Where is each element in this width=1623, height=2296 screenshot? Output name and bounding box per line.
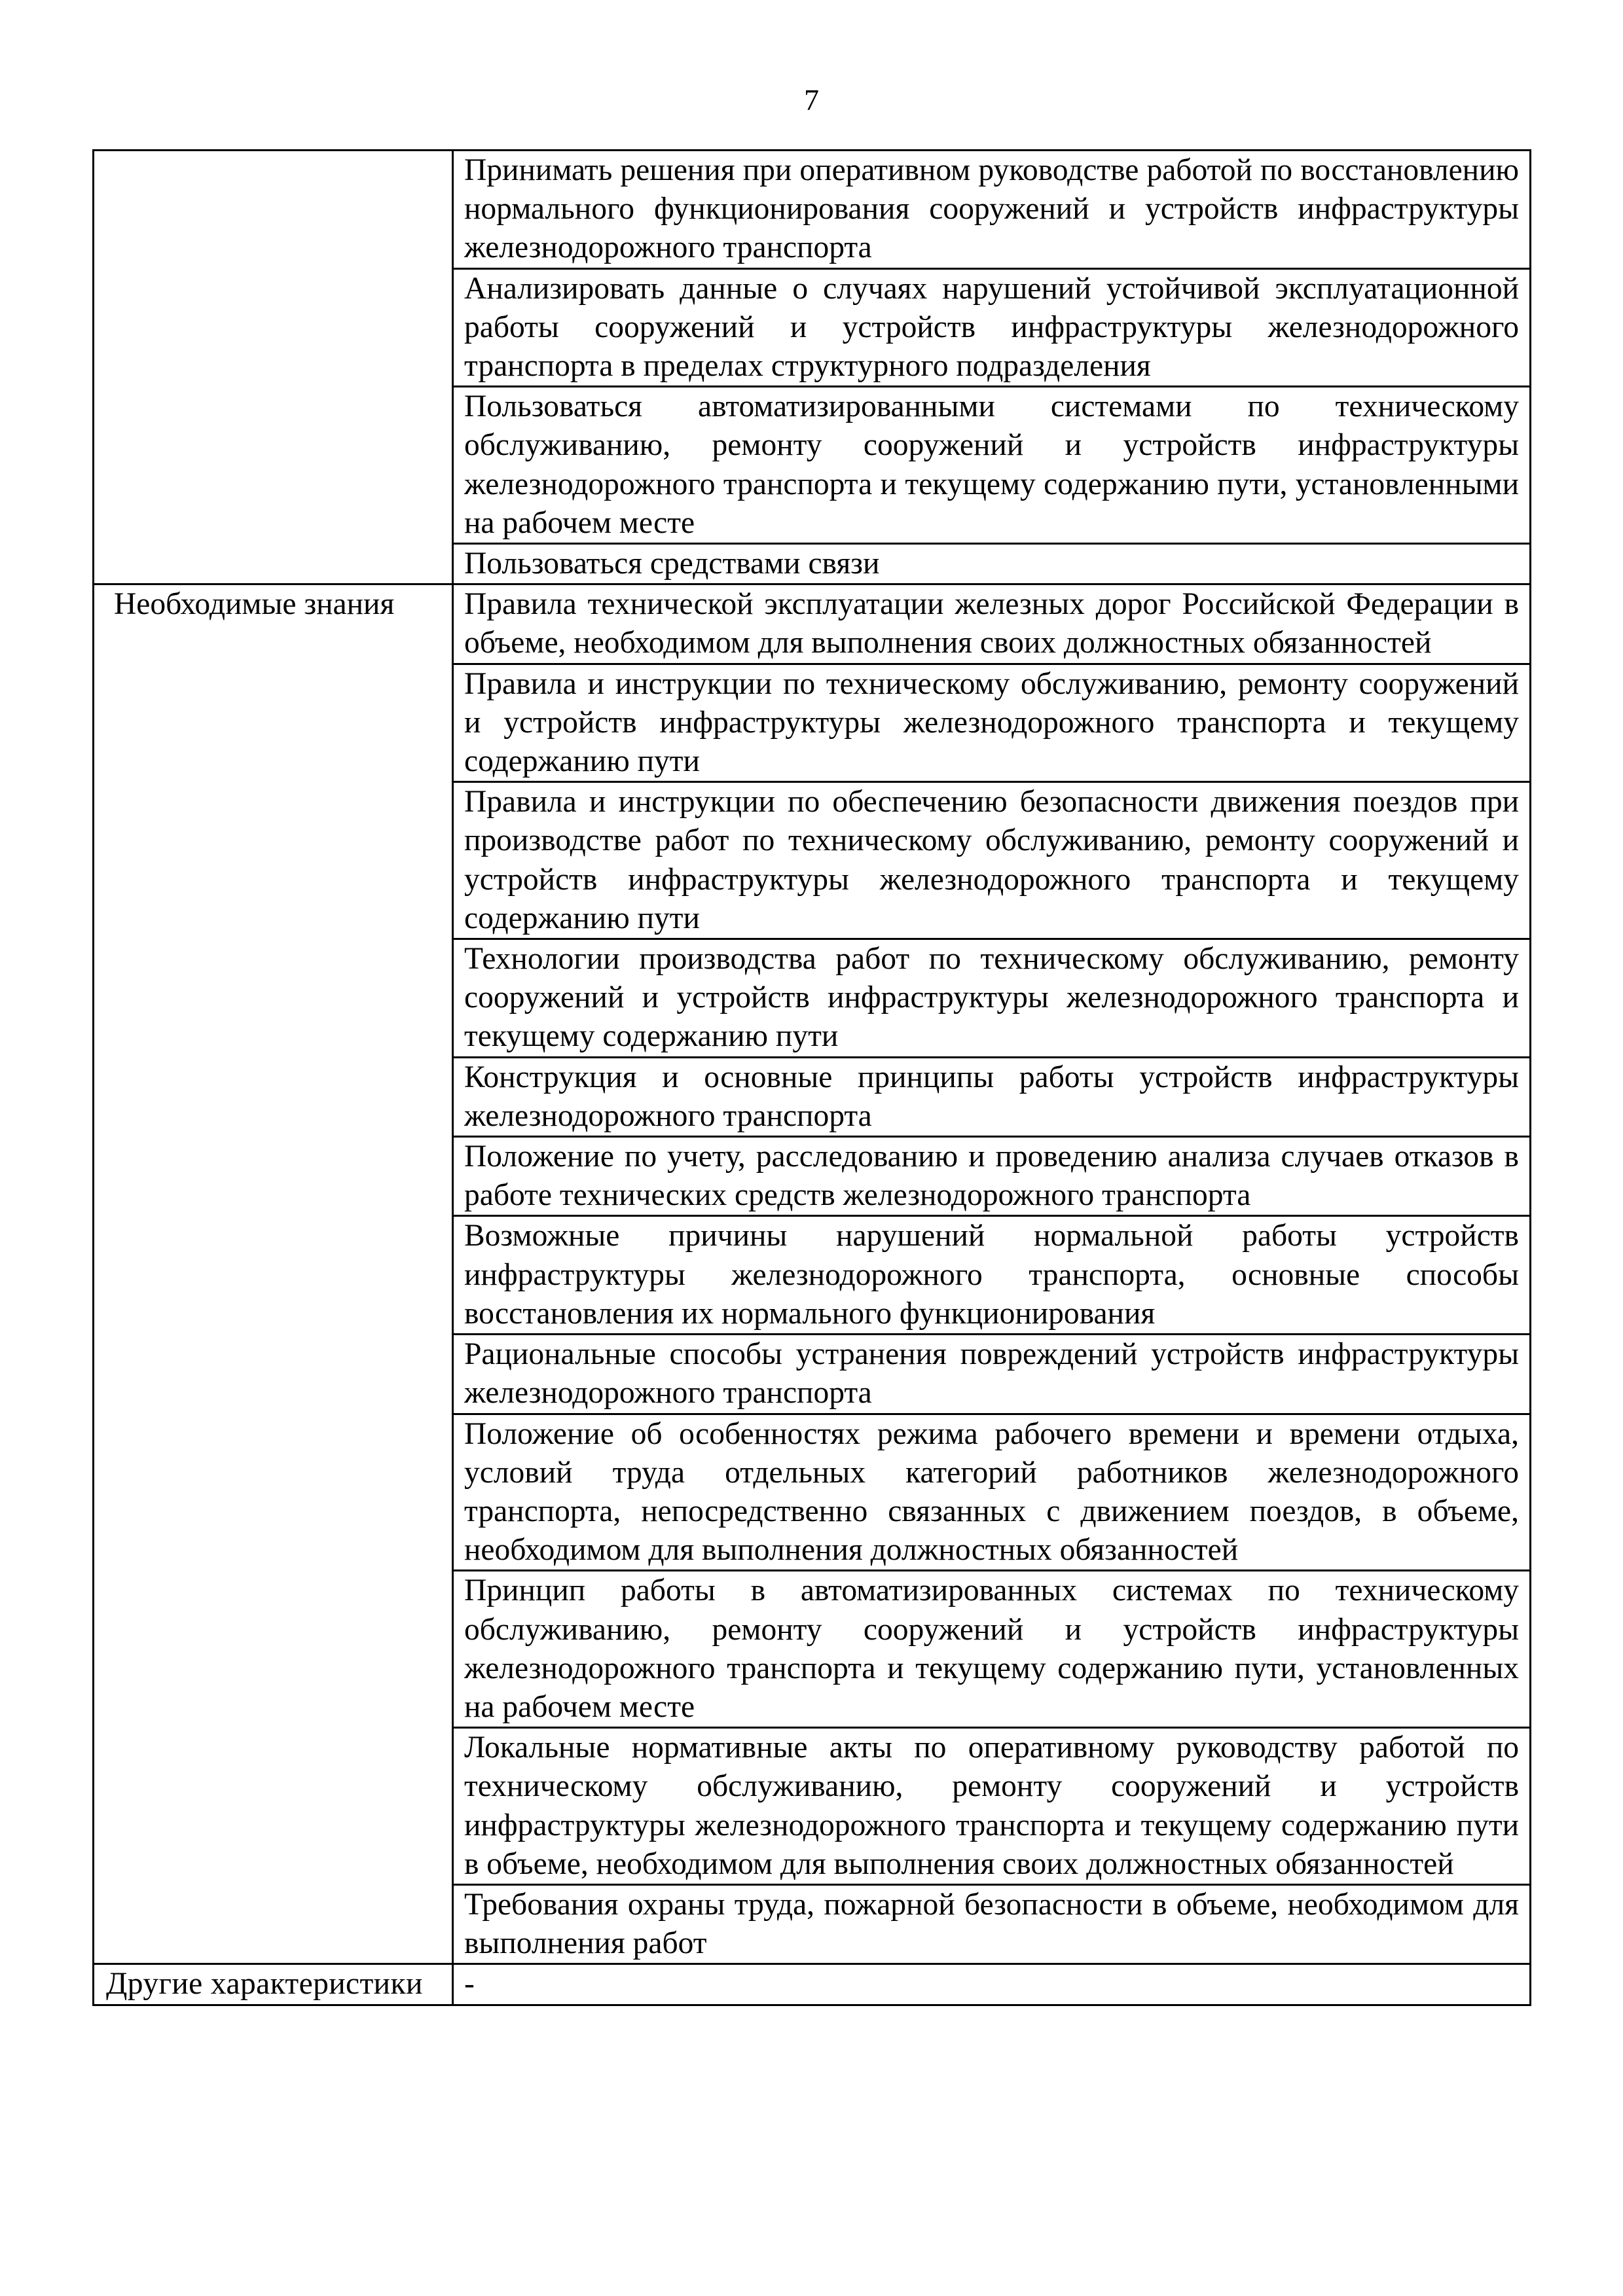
- skill-item: Пользоваться средствами связи: [453, 544, 1531, 584]
- table-row: [94, 1964, 1531, 2005]
- knowledge-item: Правила технической эксплуатации железных дорог Российской Федерации в объеме, необходимом для выполнения своих должностных обязанностей: [453, 584, 1531, 664]
- skills-label-cell: [94, 544, 453, 584]
- characteristics-table: [92, 149, 1531, 2006]
- page-number: 7: [804, 83, 819, 117]
- skills-label-cell: [94, 387, 453, 544]
- knowledge-item: Конструкция и основные принципы работы устройств инфраструктуры железнодорожного транспорта: [453, 1057, 1531, 1136]
- knowledge-item: Технологии производства работ по техническому обслуживанию, ремонту сооружений и устройств инфраструктуры железнодорожного транспорта и текущему содержанию пути: [453, 939, 1531, 1058]
- knowledge-label: Необходимые знания: [94, 584, 453, 1964]
- other-characteristics-value: -: [453, 1964, 1531, 2005]
- knowledge-item: Принцип работы в автоматизированных системах по техническому обслуживанию, ремонту сооружений и устройств инфраструктуры железнодорожного транспорта и текущему содержанию пути, установленных на рабочем месте: [453, 1571, 1531, 1728]
- skill-item: Анализировать данные о случаях нарушений устойчивой эксплуатационной работы сооружений и устройств инфраструктуры железнодорожного транспорта в пределах структурного подразделения: [453, 268, 1531, 387]
- other-characteristics-label: Другие характеристики: [94, 1964, 453, 2005]
- table-row: [94, 387, 1531, 544]
- knowledge-item: Локальные нормативные акты по оперативному руководству работой по техническому обслуживанию, ремонту сооружений и устройств инфраструктуры железнодорожного транспорта и текущему содержанию пути в объеме, необходимом для выполнения своих должностных обязанностей: [453, 1728, 1531, 1885]
- skill-item: Принимать решения при оперативном руководстве работой по восстановлению нормального функционирования сооружений и устройств инфраструктуры железнодорожного транспорта: [453, 151, 1531, 269]
- knowledge-item: Рациональные способы устранения повреждений устройств инфраструктуры железнодорожного транспорта: [453, 1335, 1531, 1414]
- table-row: [94, 268, 1531, 387]
- skills-label-cell: [94, 151, 453, 269]
- knowledge-item: Возможные причины нарушений нормальной работы устройств инфраструктуры железнодорожного транспорта, основные способы восстановления их нормального функционирования: [453, 1216, 1531, 1335]
- knowledge-item: Положение по учету, расследованию и проведению анализа случаев отказов в работе технических средств железнодорожного транспорта: [453, 1137, 1531, 1216]
- knowledge-item: Положение об особенностях режима рабочего времени и времени отдыха, условий труда отдельных категорий работников железнодорожного транспорта, непосредственно связанных с движением поездов, в объеме, необходимом для выполнения должностных обязанностей: [453, 1414, 1531, 1571]
- skill-item: Пользоваться автоматизированными системами по техническому обслуживанию, ремонту сооружений и устройств инфраструктуры железнодорожного транспорта и текущему содержанию пути, установленными на рабочем месте: [453, 387, 1531, 544]
- table-row: [94, 584, 1531, 664]
- knowledge-item: Правила и инструкции по обеспечению безопасности движения поездов при производстве работ по техническому обслуживанию, ремонту сооружений и устройств инфраструктуры железнодорожного транспорта и текущему содержанию пути: [453, 782, 1531, 939]
- knowledge-item: Требования охраны труда, пожарной безопасности в объеме, необходимом для выполнения работ: [453, 1884, 1531, 1964]
- knowledge-item: Правила и инструкции по техническому обслуживанию, ремонту сооружений и устройств инфраструктуры железнодорожного транспорта и текущему содержанию пути: [453, 664, 1531, 782]
- skills-label-cell: [94, 268, 453, 387]
- table-row: [94, 151, 1531, 269]
- table-row: [94, 544, 1531, 584]
